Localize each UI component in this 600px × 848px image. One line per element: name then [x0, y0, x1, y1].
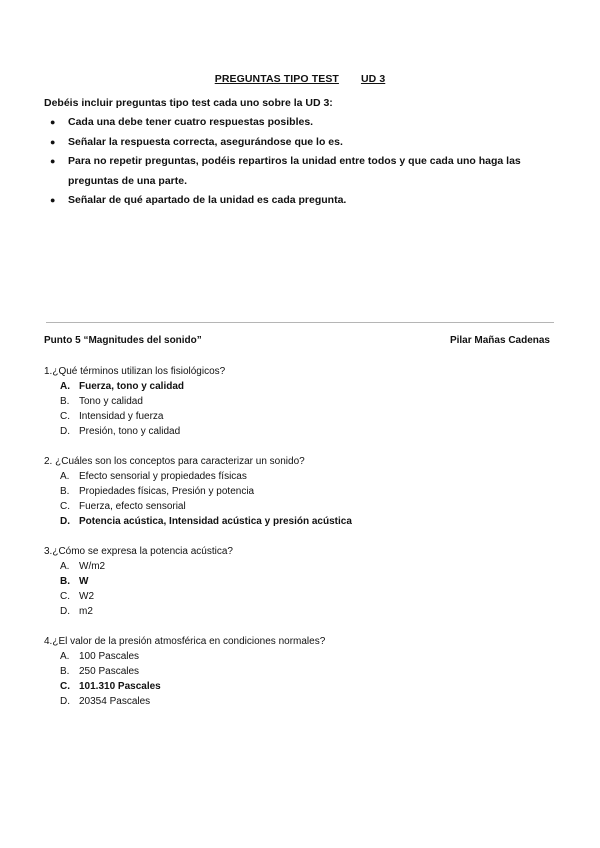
author-name: Pilar Mañas Cadenas — [449, 335, 550, 346]
bullet-icon: ● — [50, 195, 56, 205]
bullet-icon: ● — [50, 117, 56, 127]
option-letter: B. — [60, 396, 70, 407]
instruction-text: Señalar de qué apartado de la unidad es cada pregunta. — [68, 194, 347, 206]
option-letter: B. — [60, 576, 70, 587]
question-1 — [44, 364, 564, 439]
option-letter: B. — [60, 666, 70, 677]
answer-option — [44, 469, 564, 484]
section-title: Punto 5 “Magnitudes del sonido” — [44, 335, 202, 346]
answer-option-correct — [44, 379, 564, 394]
option-letter: A. — [60, 561, 70, 572]
answer-options — [44, 559, 564, 619]
title-unit: UD 3 — [360, 73, 386, 85]
option-letter: D. — [60, 606, 70, 617]
section-header — [44, 335, 550, 346]
answer-options — [44, 649, 564, 709]
instruction-item — [44, 133, 564, 153]
option-letter: C. — [60, 681, 70, 692]
instructions-list — [44, 113, 564, 211]
answer-option — [44, 589, 564, 604]
question-2 — [44, 454, 564, 529]
option-text: Efecto sensorial y propiedades físicas — [79, 471, 247, 482]
option-text: 100 Pascales — [79, 651, 140, 662]
answer-option — [44, 664, 564, 679]
instruction-text: Cada una debe tener cuatro respuestas posibles. — [68, 116, 314, 128]
bullet-icon: ● — [50, 156, 56, 166]
option-text: W — [79, 576, 89, 587]
answer-option — [44, 424, 564, 439]
question-3 — [44, 544, 564, 619]
answer-option — [44, 409, 564, 424]
instruction-text: Señalar la respuesta correcta, asegurándose que lo es. — [68, 135, 343, 148]
instruction-item — [44, 152, 564, 191]
option-text: Fuerza, efecto sensorial — [79, 501, 186, 512]
question-text: 2. ¿Cuáles son los conceptos para caracterizar un sonido? — [44, 456, 305, 467]
question-text: 1.¿Qué términos utilizan los fisiológicos? — [44, 366, 226, 377]
answer-option — [44, 649, 564, 664]
answer-option-correct — [44, 514, 564, 529]
option-text: m2 — [79, 606, 93, 617]
question-list — [44, 364, 564, 724]
option-letter: D. — [60, 516, 70, 527]
option-letter: C. — [60, 591, 70, 602]
answer-option — [44, 694, 564, 709]
option-text: Tono y calidad — [79, 396, 143, 407]
instructions-lead: Debéis incluir preguntas tipo test cada uno sobre la UD 3: — [44, 97, 333, 109]
answer-option — [44, 604, 564, 619]
option-text: Fuerza, tono y calidad — [79, 381, 185, 392]
option-text: Potencia acústica, Intensidad acústica y presión acústica — [79, 516, 352, 527]
option-letter: D. — [60, 696, 70, 707]
option-text: W2 — [79, 591, 94, 602]
option-letter: C. — [60, 501, 70, 512]
instruction-item — [44, 113, 564, 133]
answer-options — [44, 379, 564, 439]
bullet-icon: ● — [50, 136, 56, 147]
option-text: 20354 Pascales — [79, 696, 151, 707]
option-letter: C. — [60, 411, 70, 422]
option-letter: A. — [60, 471, 70, 482]
answer-options — [44, 469, 564, 529]
answer-option-correct — [44, 574, 564, 589]
option-text: W/m2 — [79, 561, 106, 572]
instruction-text: Para no repetir preguntas, podéis repartiros la unidad entre todos y que cada uno haga las preguntas de una parte. — [68, 155, 521, 187]
section-divider — [46, 322, 554, 323]
option-text: 250 Pascales — [79, 666, 140, 677]
option-text: Presión, tono y calidad — [79, 426, 181, 437]
option-letter: D. — [60, 426, 70, 437]
question-text: 3.¿Cómo se expresa la potencia acústica? — [44, 546, 233, 557]
title-text: PREGUNTAS TIPO TEST — [214, 73, 339, 85]
option-letter: A. — [60, 381, 70, 392]
question-text: 4.¿El valor de la presión atmosférica en condiciones normales? — [44, 636, 326, 647]
document-title — [0, 73, 600, 85]
question-4 — [44, 634, 564, 709]
instruction-item — [44, 191, 564, 211]
option-text: 101.310 Pascales — [79, 681, 161, 692]
answer-option-correct — [44, 679, 564, 694]
answer-option — [44, 394, 564, 409]
instructions — [44, 97, 564, 211]
option-text: Intensidad y fuerza — [79, 411, 164, 422]
answer-option — [44, 559, 564, 574]
option-text: Propiedades físicas, Presión y potencia — [79, 486, 255, 497]
answer-option — [44, 484, 564, 499]
answer-option — [44, 499, 564, 514]
option-letter: A. — [60, 651, 70, 662]
option-letter: B. — [60, 486, 70, 497]
